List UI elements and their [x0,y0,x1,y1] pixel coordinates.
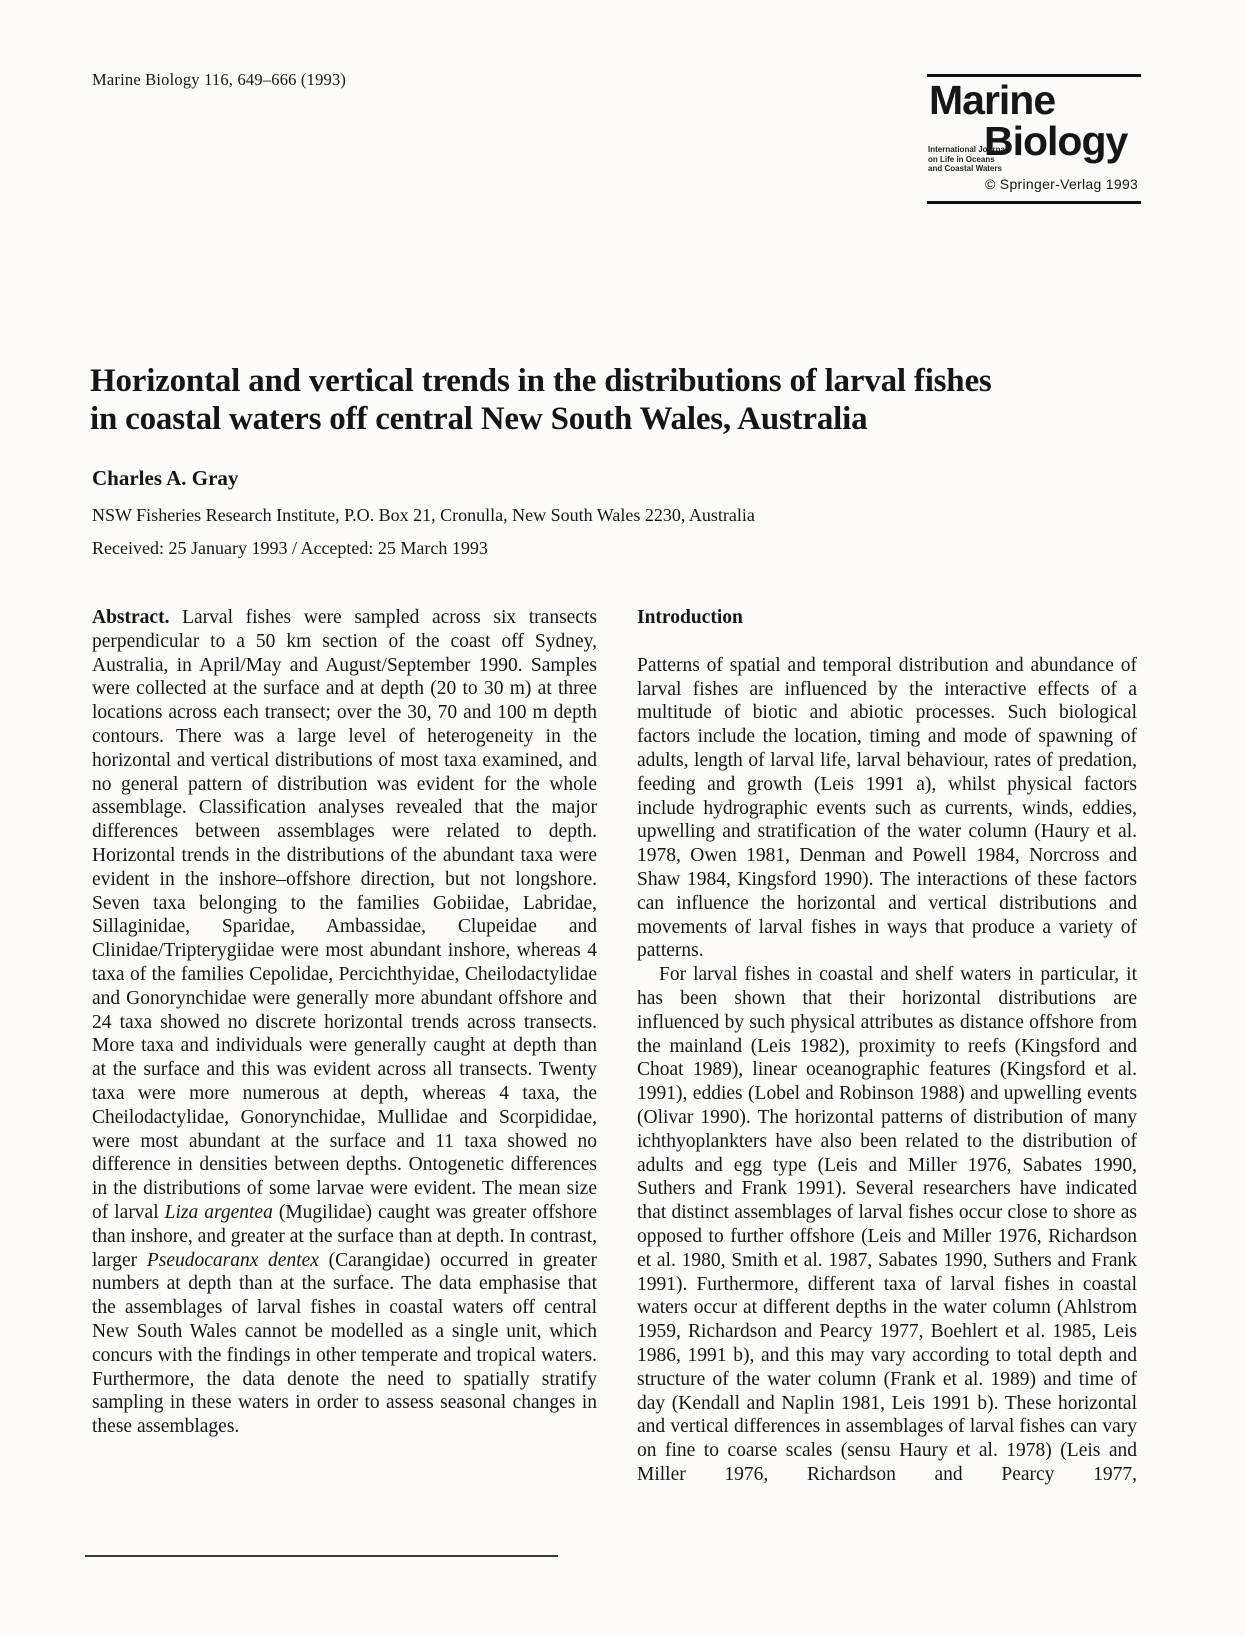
introduction-heading: Introduction [637,607,743,628]
publisher-copyright: © Springer-Verlag 1993 [985,176,1139,192]
article-title-line-2: in coastal waters off central New South Wales, Australia [90,401,868,437]
author-affiliation: NSW Fisheries Research Institute, P.O. Box 21, Cronulla, New South Wales 2230, Australia [92,505,755,525]
introduction-paragraph-2: For larval fishes in coastal and shelf waters in particular, it has been shown that their horizontal distributions are influenced by such physical attributes as distance offshore from the mainland (Leis 1982), proximity to reefs (Kingsford and Choat 1989), linear oceanographic features (Kingsford et al. 1991), eddies (Lobel and Robinson 1988) and upwelling events (Olivar 1990). The horizontal patterns of distribution of many ichthyoplankters have also been related to the distribution of adults and egg type (Leis and Miller 1976, Sabates 1990, Suthers and Frank 1991). Several researchers have indicated that distinct assemblages of larval fishes occur close to shore as opposed to further offshore (Leis and Miller 1976, Richardson et al. 1980, Smith et al. 1987, Sabates 1990, Suthers and Frank 1991). Furthermore, different taxa of larval fishes in coastal waters occur at different depths in the water column (Ahlstrom 1959, Richardson and Pearcy 1977, Boehlert et al. 1985, Leis 1986, 1991 b), and this may vary according to total depth and structure of the water column (Frank et al. 1989) and time of day (Kendall and Naplin 1981, Leis 1991 b). These horizontal and vertical differences in assemblages of larval fishes can vary on fine to coarse scales (sensu Haury et al. 1978) (Leis and Miller 1976, Richardson and Pearcy 1977, [637,964,1137,1485]
logo-marine-text: Marine [929,77,1056,123]
logo-tagline-line-1: International Journal [928,145,1008,154]
logo-biology-text: Biology [984,118,1128,164]
introduction-paragraph-1: Patterns of spatial and temporal distribution and abundance of larval fishes are influenced by the interactive effects of a multitude of biotic and abiotic processes. Such biological factors include the location, timing and mode of spawning of adults, length of larval life, larval behaviour, rates of predation, feeding and growth (Leis 1991 a), whilst physical factors include hydrographic events such as currents, winds, eddies, upwelling and stratification of the water column (Haury et al. 1978, Owen 1981, Denman and Powell 1984, Norcross and Shaw 1984, Kingsford 1990). The interactions of these factors can influence the horizontal and vertical distributions and movements of larval fishes in ways that produce a variety of patterns. [637,654,1137,962]
received-accepted-dates: Received: 25 January 1993 / Accepted: 25 March 1993 [92,538,488,558]
marine-biology-logo [927,74,1141,206]
introduction-body [637,654,1137,1487]
logo-rule-bottom [927,201,1141,204]
journal-reference: Marine Biology 116, 649–666 (1993) [92,70,347,89]
introduction-column [637,606,1137,1487]
abstract-text: Larval fishes were sampled across six transects perpendicular to a 50 km section of the coast off Sydney, Australia, in April/May and August/September 1990. Samples were collected at the surface and at depth (20 to 30 m) at three locations across each transect; over the 30, 70 and 100 m depth contours. There was a large level of heterogeneity in the horizontal and vertical distributions of most taxa examined, and no general pattern of distribution was evident for the whole assemblage. Classification analyses revealed that the major differences between assemblages were related to depth. Horizontal trends in the distributions of the abundant taxa were evident in the inshore–offshore direction, but not longshore. Seven taxa belonging to the families Gobiidae, Labridae, Sillaginidae, Sparidae, Ambassidae, Clupeidae and Clinidae/Tripterygiidae were most abundant inshore, whereas 4 taxa of the families Cepolidae, Percichthyidae, Cheilodactylidae and Gonorynchidae were generally more abundant offshore and 24 taxa showed no discrete horizontal trends across transects. More taxa and individuals were generally caught at depth than at the surface and this was evident across all transects. Twenty taxa were more numerous at depth, whereas 4 taxa, the Cheilodactylidae, Gonorynchidae, Mullidae and Scorpididae, were most abundant at the surface and 11 taxa showed no difference in densities between depths. Ontogenetic differences in the distributions of some larvae were evident. The mean size of larval Liza argentea (Mugilidae) caught was greater offshore than inshore, and greater at the surface than at depth. In contrast, larger Pseudocaranx dentex (Carangidae) occurred in greater numbers at depth than at the surface. The data emphasise that the assemblages of larval fishes in coastal waters off central New South Wales cannot be modelled as a single unit, which concurs with the findings in other temperate and tropical waters. Furthermore, the data denote the need to spatially stratify sampling in these waters in order to assess seasonal changes in these assemblages. [92,607,597,1438]
logo-tagline-line-3: and Coastal Waters [928,164,1002,173]
article-title-line-1: Horizontal and vertical trends in the distributions of larval fishes [90,363,992,399]
logo-tagline [928,145,1007,174]
article-title [90,362,1170,438]
logo-tagline-line-2: on Life in Oceans [928,154,995,164]
abstract-column [92,606,597,1439]
author-name: Charles A. Gray [92,466,239,490]
abstract-paragraph [92,606,597,1439]
abstract-label: Abstract. [92,607,170,628]
footnote-rule [85,1555,558,1557]
